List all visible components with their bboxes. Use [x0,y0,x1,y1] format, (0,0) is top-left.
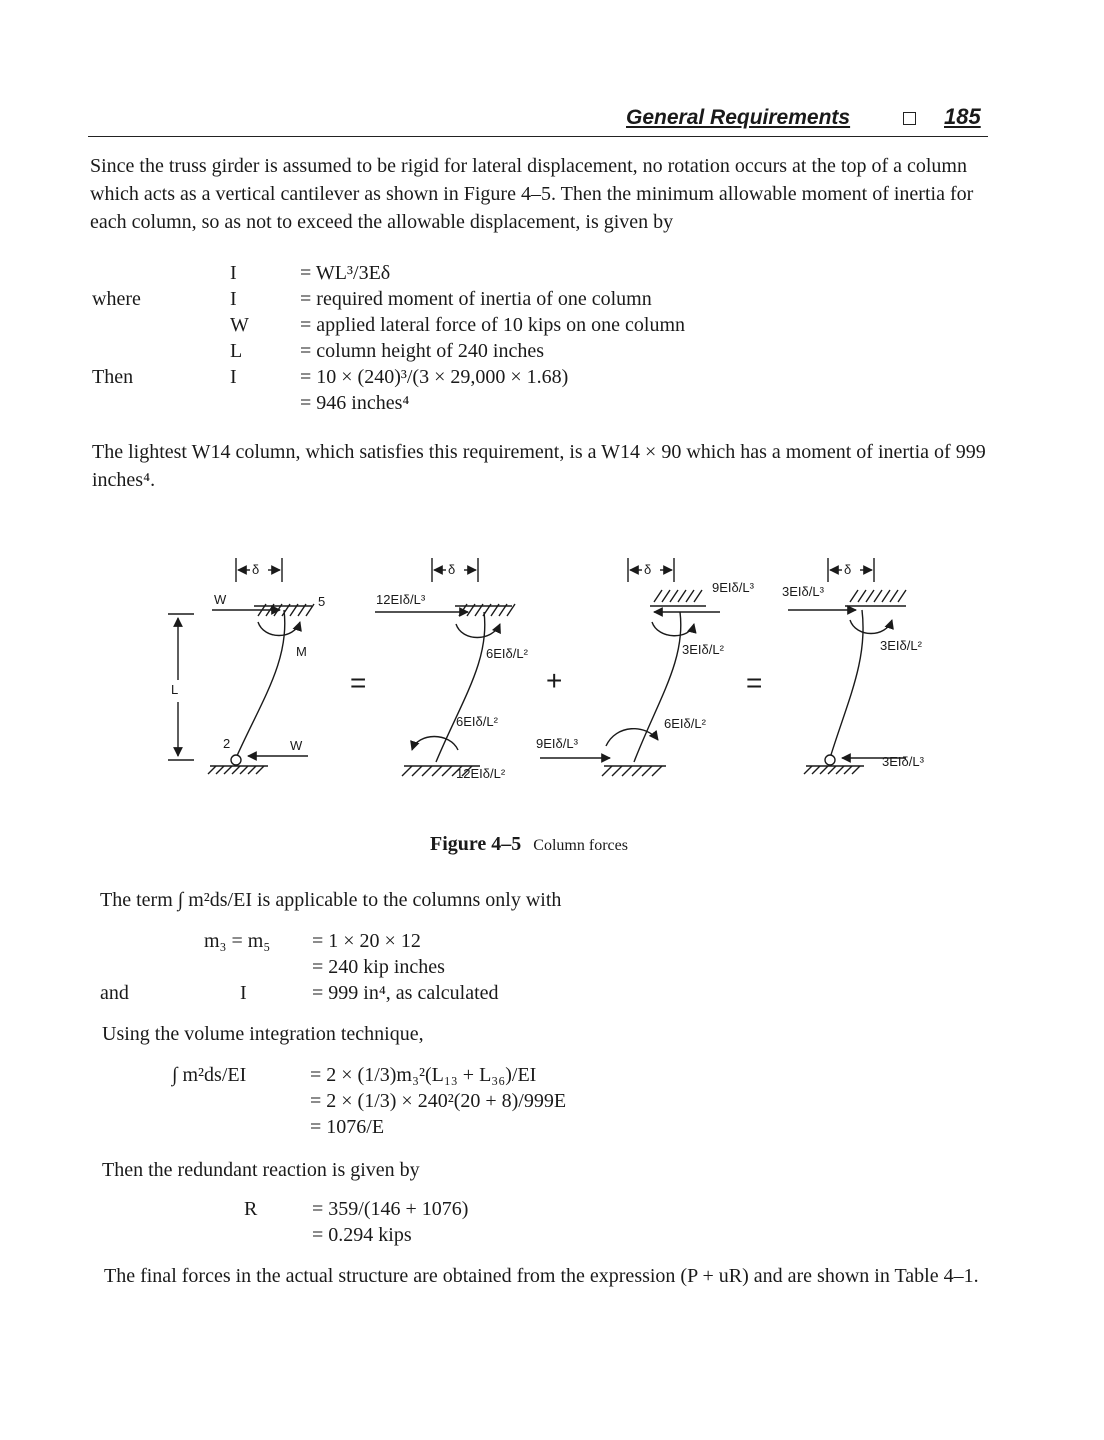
force-label: 6EIδ/L² [456,714,498,729]
figure-number: Figure 4–5 [430,833,522,855]
equation-row [92,338,852,364]
equation-row [244,1196,744,1222]
node-label-2: 2 [223,736,231,751]
equation-rhs: = 359/(146 + 1076) [312,1198,469,1220]
paragraph-intro: Since the truss girder is assumed to be rigid for lateral displacement, no rotation occurs at the top of a column which acts as a vertical cantilever as shown in Figure 4–5. Then the minimum allowable moment of inertia for each column, so as not to exceed the allowable displacement, is given by [90,155,974,233]
figure-caption-text: Column forces [533,837,628,854]
equation-symbol: R [244,1198,258,1220]
equation-block-moment [100,928,800,1006]
length-label-L: L [171,682,179,697]
diagram-fixed-fixed-column [375,558,515,776]
force-label: 12EIδ/L² [456,766,506,781]
equation-rhs: = 240 kip inches [312,956,445,978]
equation-symbol: I [230,288,237,310]
equation-row [172,1088,872,1114]
header-square-icon [903,112,916,125]
figure-caption [430,833,628,856]
moment-label-M: M [296,644,307,659]
equation-symbol: L [230,340,243,362]
force-label: 6EIδ/L² [664,716,706,731]
equation-rhs: = 946 inches⁴ [300,392,410,414]
equation-block-inertia [92,260,852,416]
force-label: 3EIδ/L² [880,638,922,653]
equation-row [92,364,852,390]
equation-rhs: = 1076/E [310,1116,385,1138]
equation-rhs: = 1 × 20 × 12 [312,930,421,952]
running-header [88,100,988,140]
header-rule [88,136,988,137]
force-label: 12EIδ/L³ [376,592,426,607]
equation-rhs: = 0.294 kips [312,1224,412,1246]
equation-row [100,980,800,1006]
force-label: 3EIδ/L² [682,642,724,657]
equation-symbol: ∫ m²ds/EI [172,1064,247,1086]
equation-row [100,954,800,980]
equation-symbol: I [230,262,237,284]
equation-rhs: = required moment of inertia of one column [300,288,652,310]
paragraph-final-forces: The final forces in the actual structure are obtained from the expression (P + uR) and are shown in Table 4–1. [104,1265,979,1287]
load-label-W-base: W [290,738,303,753]
equation-rhs: = 2 × (1/3)m₃²(L₁₃ + L₃₆)/EI [310,1064,537,1086]
equation-symbol: I [240,982,247,1004]
equals-sign: = [350,667,367,698]
delta-label: δ [644,562,652,577]
equation-row [92,286,852,312]
equation-rhs: = column height of 240 inches [300,340,545,362]
figure-column-forces [150,540,970,800]
node-label-5: 5 [318,594,326,609]
equation-row [92,390,852,416]
paragraph-redundant-reaction: Then the redundant reaction is given by [102,1159,420,1181]
force-label: 3EIδ/L³ [782,584,824,599]
delta-label: δ [252,562,260,577]
force-label: 6EIδ/L² [486,646,528,661]
equation-row [172,1062,872,1088]
equation-row [100,928,800,954]
equation-rhs: = WL³/3Eδ [300,262,391,284]
equation-label: where [92,288,141,310]
load-label-W-top: W [214,592,227,607]
paragraph-lightest-column: The lightest W14 column, which satisfies this requirement, is a W14 × 90 which has a moment of inertia of 999 inches⁴. [92,441,986,491]
delta-label: δ [844,562,852,577]
page-number: 185 [944,104,981,129]
delta-label: δ [448,562,456,577]
equation-row [244,1222,744,1248]
equation-symbol: W [230,314,249,336]
force-label: 3EIδ/L³ [882,754,924,769]
header-title: General Requirements [626,106,851,129]
force-label: 9EIδ/L³ [536,736,578,751]
equation-block-integration [172,1062,872,1140]
paragraph-volume-integration: Using the volume integration technique, [102,1023,424,1045]
equation-label: and [100,982,129,1004]
equation-rhs: = 2 × (1/3) × 240²(20 + 8)/999E [310,1090,567,1112]
force-label: 9EIδ/L³ [712,580,754,595]
equation-rhs: = applied lateral force of 10 kips on one column [300,314,686,336]
equation-block-reaction [244,1196,744,1248]
equation-symbol: m₃ = m₅ [204,930,271,952]
equals-sign: = [746,667,763,698]
paragraph-term: The term ∫ m²ds/EI is applicable to the columns only with [100,889,562,911]
equation-symbol: I [230,366,237,388]
equation-row [92,260,852,286]
equation-row [92,312,852,338]
equation-rhs: = 10 × (240)³/(3 × 29,000 × 1.68) [300,366,569,388]
equation-label: Then [92,366,134,388]
equation-rhs: = 999 in⁴, as calculated [312,982,499,1004]
plus-sign: + [546,665,563,696]
equation-row [172,1114,872,1140]
